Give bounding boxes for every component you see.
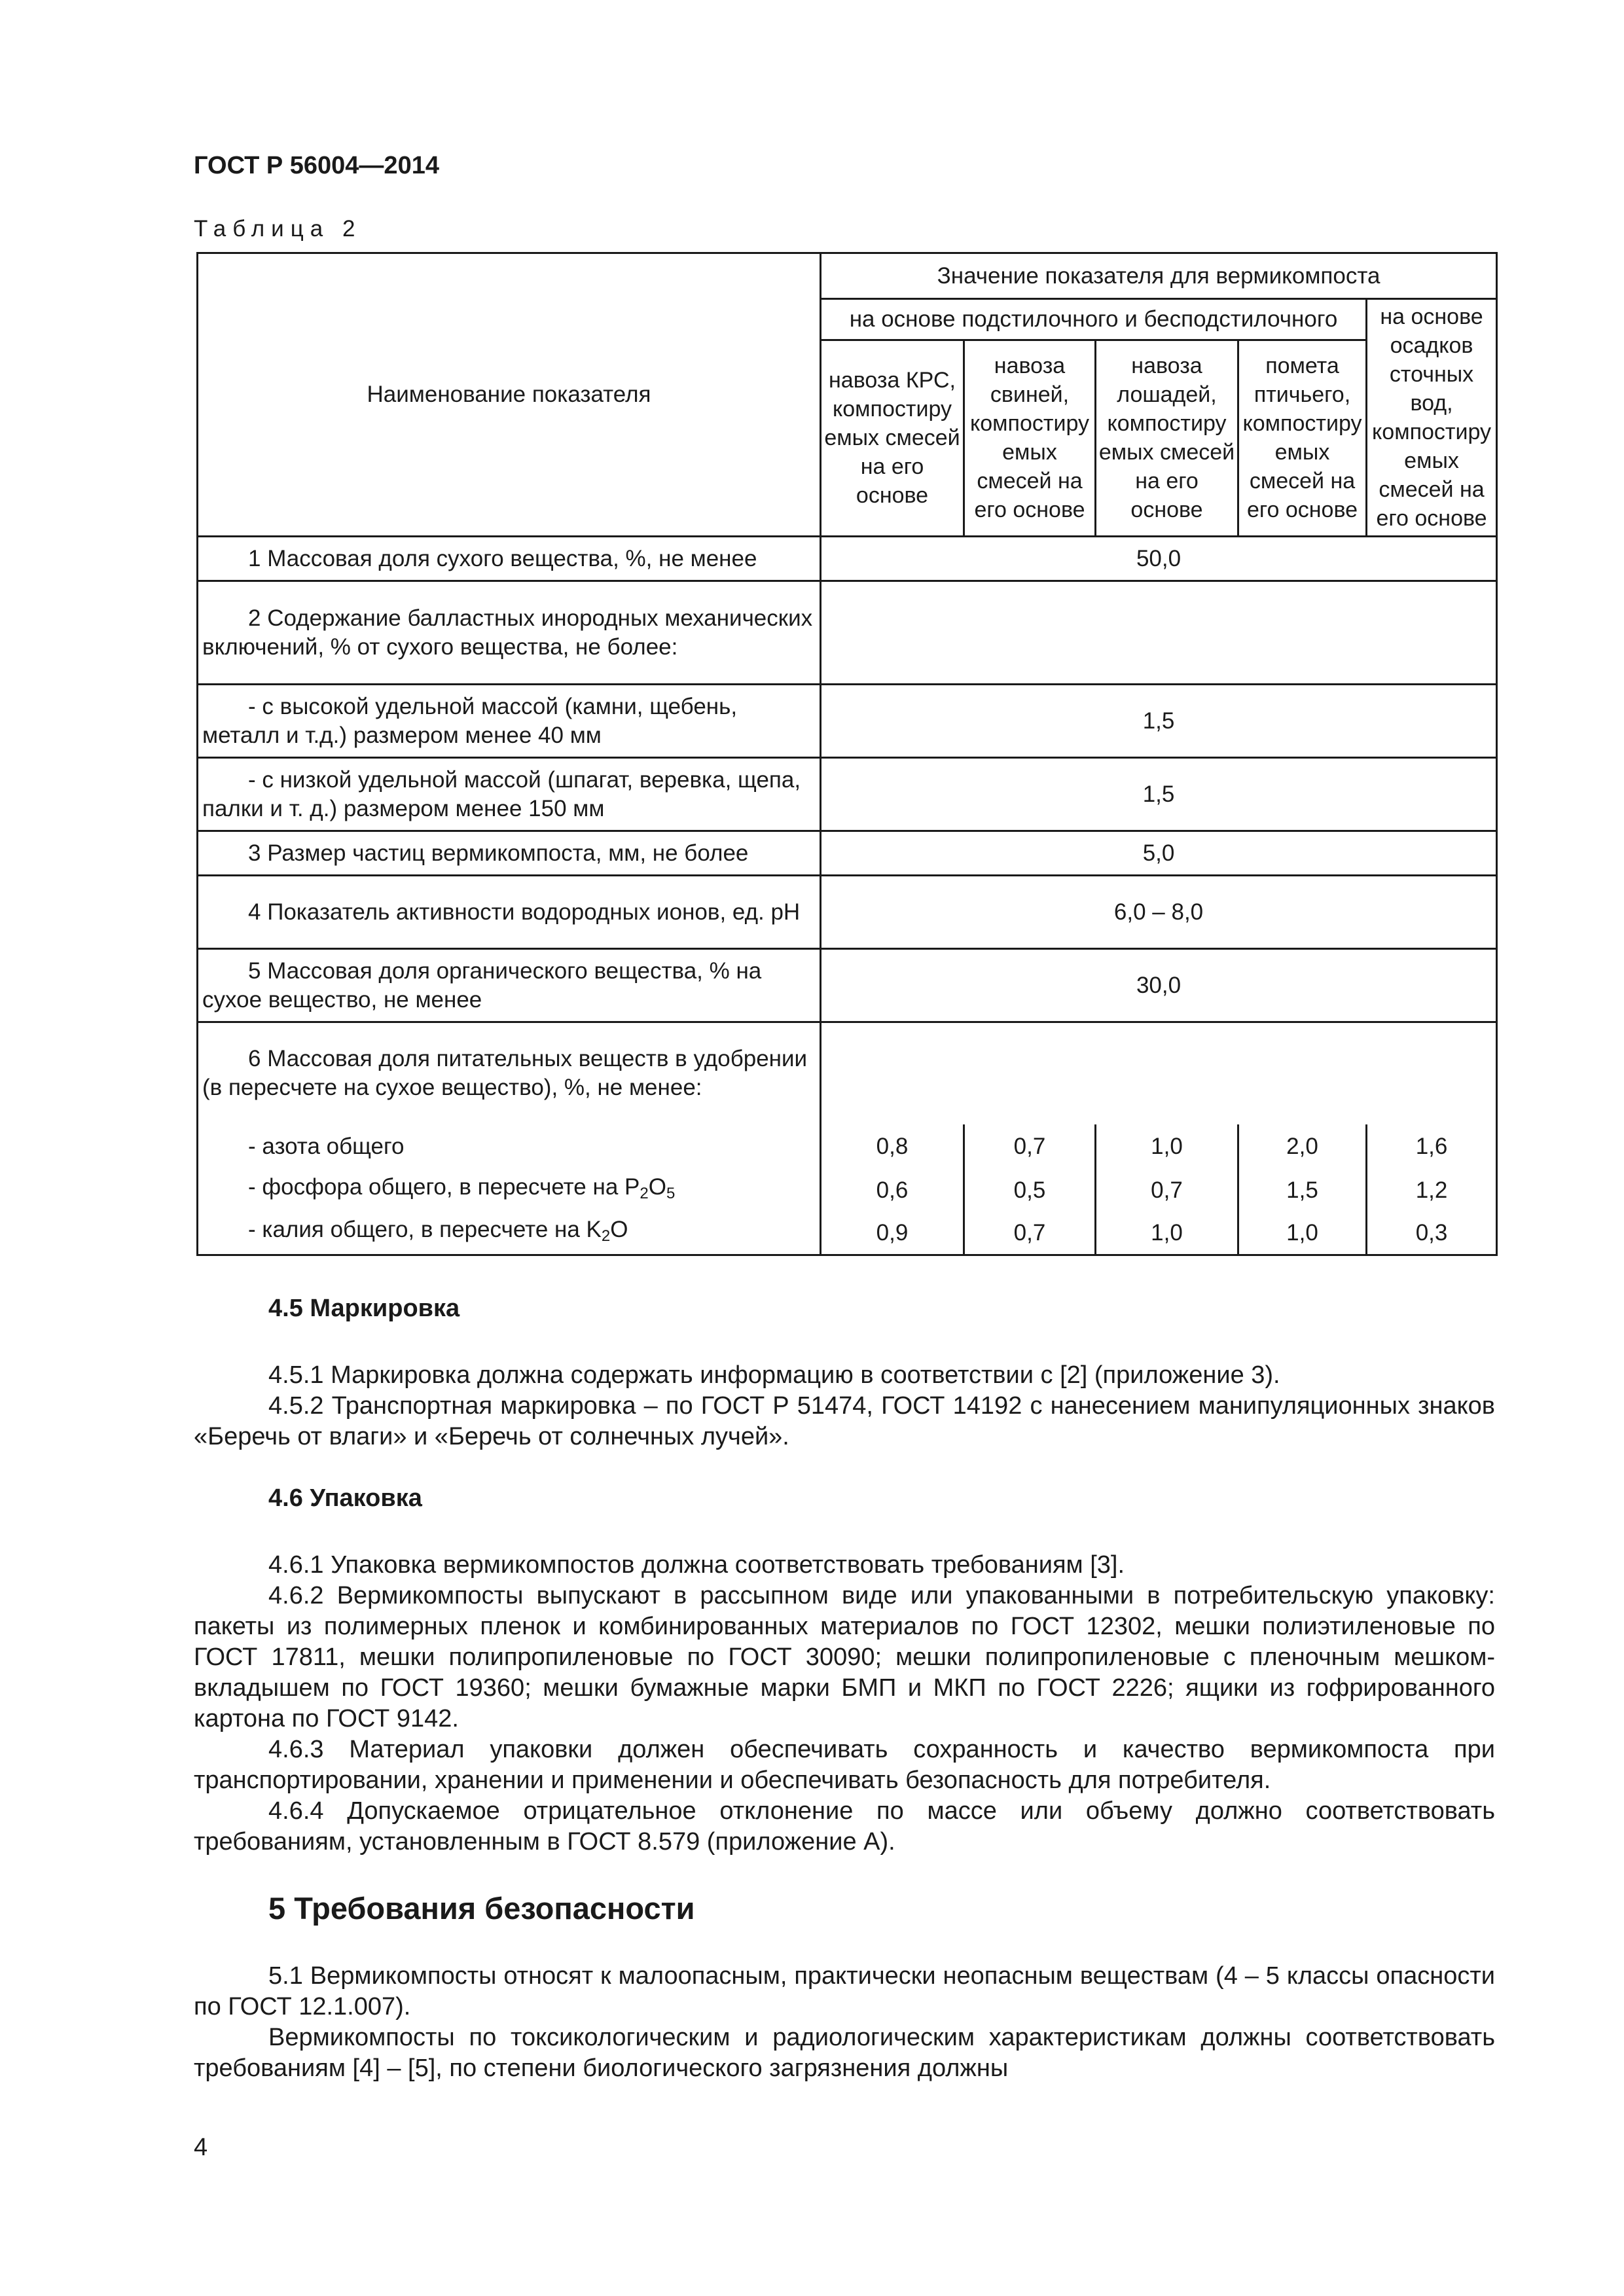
- nitrogen-pig: 0,7: [964, 1124, 1096, 1169]
- row-organic-value: 30,0: [821, 949, 1497, 1022]
- row-ballast-value: [821, 581, 1497, 685]
- document-header: ГОСТ Р 56004—2014: [194, 152, 439, 179]
- phosphorus-oxygen: O: [648, 1174, 666, 1200]
- phosphorus-poultry: 1,5: [1238, 1169, 1367, 1212]
- phosphorus-label: - фосфора общего, в пересчете на P: [248, 1174, 640, 1200]
- section-4-5-title: 4.5 Маркировка: [268, 1295, 460, 1322]
- sewage-column-header: на основе осадков сточных вод, компостиру емых смесей на его основе: [1367, 299, 1497, 537]
- potassium-sub-k: 2: [601, 1227, 611, 1245]
- page-number: 4: [194, 2134, 208, 2161]
- paragraph-5-1-continued: Вермикомпосты по токсикологическим и радиологическим характеристикам должны соответствовать требованиям [4] – [5], по степени биологического загрязнения должны: [194, 2024, 1495, 2082]
- paragraph-4-5-2: 4.5.2 Транспортная маркировка – по ГОСТ Р 51474, ГОСТ 14192 с нанесением манипуляционных знаков «Беречь от влаги» и «Беречь от солнечных лучей».: [194, 1392, 1495, 1450]
- phosphorus-sewage: 1,2: [1367, 1169, 1497, 1212]
- table-caption: Таблица 2: [194, 216, 362, 242]
- phosphorus-sub-o: 5: [666, 1184, 676, 1202]
- section-5-title: 5 Требования безопасности: [268, 1891, 695, 1926]
- name-column-header: Наименование показателя: [198, 253, 821, 537]
- row-particle-size-name: 3 Размер частиц вермикомпоста, мм, не более: [198, 831, 821, 876]
- section-4-6-title: 4.6 Упаковка: [268, 1484, 422, 1512]
- row-ph-name: 4 Показатель активности водородных ионов, ед. pH: [198, 876, 821, 949]
- potassium-poultry: 1,0: [1238, 1212, 1367, 1255]
- phosphorus-pig: 0,5: [964, 1169, 1096, 1212]
- bedding-group-header: на основе подстилочного и бесподстилочного: [821, 299, 1367, 340]
- row-ballast-low-name: - с низкой удельной массой (шпагат, веревка, щепа, палки и т. д.) размером менее 150 мм: [198, 758, 821, 831]
- potassium-oxygen: O: [610, 1216, 628, 1242]
- nitrogen-horse: 1,0: [1096, 1124, 1238, 1169]
- nitrogen-sewage: 1,6: [1367, 1124, 1497, 1169]
- row-particle-size-value: 5,0: [821, 831, 1497, 876]
- potassium-sewage: 0,3: [1367, 1212, 1497, 1255]
- potassium-cattle: 0,9: [821, 1212, 964, 1255]
- paragraph-4-6-4: 4.6.4 Допускаемое отрицательное отклонение по массе или объему должно соответствовать требованиям, установленным в ГОСТ 8.579 (приложение А).: [194, 1797, 1495, 1856]
- poultry-column-header: помета птичьего, компостиру емых смесей на его основе: [1238, 340, 1367, 536]
- data-table: [196, 252, 1498, 1256]
- row-ballast-high-name: - с высокой удельной массой (камни, щебень, металл и т.д.) размером менее 40 мм: [198, 685, 821, 758]
- row-ballast-high-value: 1,5: [821, 685, 1497, 758]
- row-dry-matter-name: 1 Массовая доля сухого вещества, %, не менее: [198, 537, 821, 581]
- row-potassium-name: [198, 1212, 821, 1255]
- phosphorus-cattle: 0,6: [821, 1169, 964, 1212]
- phosphorus-horse: 0,7: [1096, 1169, 1238, 1212]
- value-column-header: Значение показателя для вермикомпоста: [821, 253, 1497, 299]
- nitrogen-poultry: 2,0: [1238, 1124, 1367, 1169]
- row-organic-name: 5 Массовая доля органического вещества, % на сухое вещество, не менее: [198, 949, 821, 1022]
- row-ballast-low-value: 1,5: [821, 758, 1497, 831]
- cattle-column-header: навоза КРС, компостиру емых смесей на его основе: [821, 340, 964, 536]
- row-phosphorus-name: [198, 1169, 821, 1212]
- nitrogen-cattle: 0,8: [821, 1124, 964, 1169]
- paragraph-4-6-2: 4.6.2 Вермикомпосты выпускают в рассыпном виде или упакованными в потребительскую упаковку: пакеты из полимерных пленок и комбинированных материалов по ГОСТ 12302, мешки полиэтиленовые по ГОСТ 17811, мешки полипропиленовые по ГОСТ 30090; мешки полипропиленовые с пленочным мешком-вкладышем по ГОСТ 19360; мешки бумажные марки БМП и МКП по ГОСТ 2226; ящики из гофрированного картона по ГОСТ 9142.: [194, 1582, 1495, 1732]
- row-nitrogen-name: - азота общего: [198, 1124, 821, 1169]
- potassium-pig: 0,7: [964, 1212, 1096, 1255]
- row-nutrients-name: 6 Массовая доля питательных веществ в удобрении (в пересчете на сухое вещество), %, не менее:: [198, 1022, 821, 1124]
- paragraph-5-1: 5.1 Вермикомпосты относят к малоопасным, практически неопасным веществам (4 – 5 классы опасности по ГОСТ 12.1.007).: [194, 1962, 1495, 2020]
- paragraph-4-5-1: 4.5.1 Маркировка должна содержать информацию в соответствии с [2] (приложение 3).: [268, 1361, 1280, 1389]
- horse-column-header: навоза лошадей, компостиру емых смесей на его основе: [1096, 340, 1238, 536]
- row-ph-value: 6,0 – 8,0: [821, 876, 1497, 949]
- phosphorus-sub-p: 2: [640, 1184, 649, 1202]
- paragraph-4-6-3: 4.6.3 Материал упаковки должен обеспечивать сохранность и качество вермикомпоста при транспортировании, хранении и применении и обеспечивать безопасность для потребителя.: [194, 1736, 1495, 1794]
- potassium-label: - калия общего, в пересчете на K: [248, 1216, 602, 1242]
- pig-column-header: навоза свиней, компостиру емых смесей на его основе: [964, 340, 1096, 536]
- row-nutrients-value: [821, 1022, 1497, 1124]
- potassium-horse: 1,0: [1096, 1212, 1238, 1255]
- row-ballast-name: 2 Содержание балластных инородных механических включений, % от сухого вещества, не более:: [198, 581, 821, 685]
- paragraph-4-6-1: 4.6.1 Упаковка вермикомпостов должна соответствовать требованиям [3].: [268, 1551, 1125, 1579]
- row-dry-matter-value: 50,0: [821, 537, 1497, 581]
